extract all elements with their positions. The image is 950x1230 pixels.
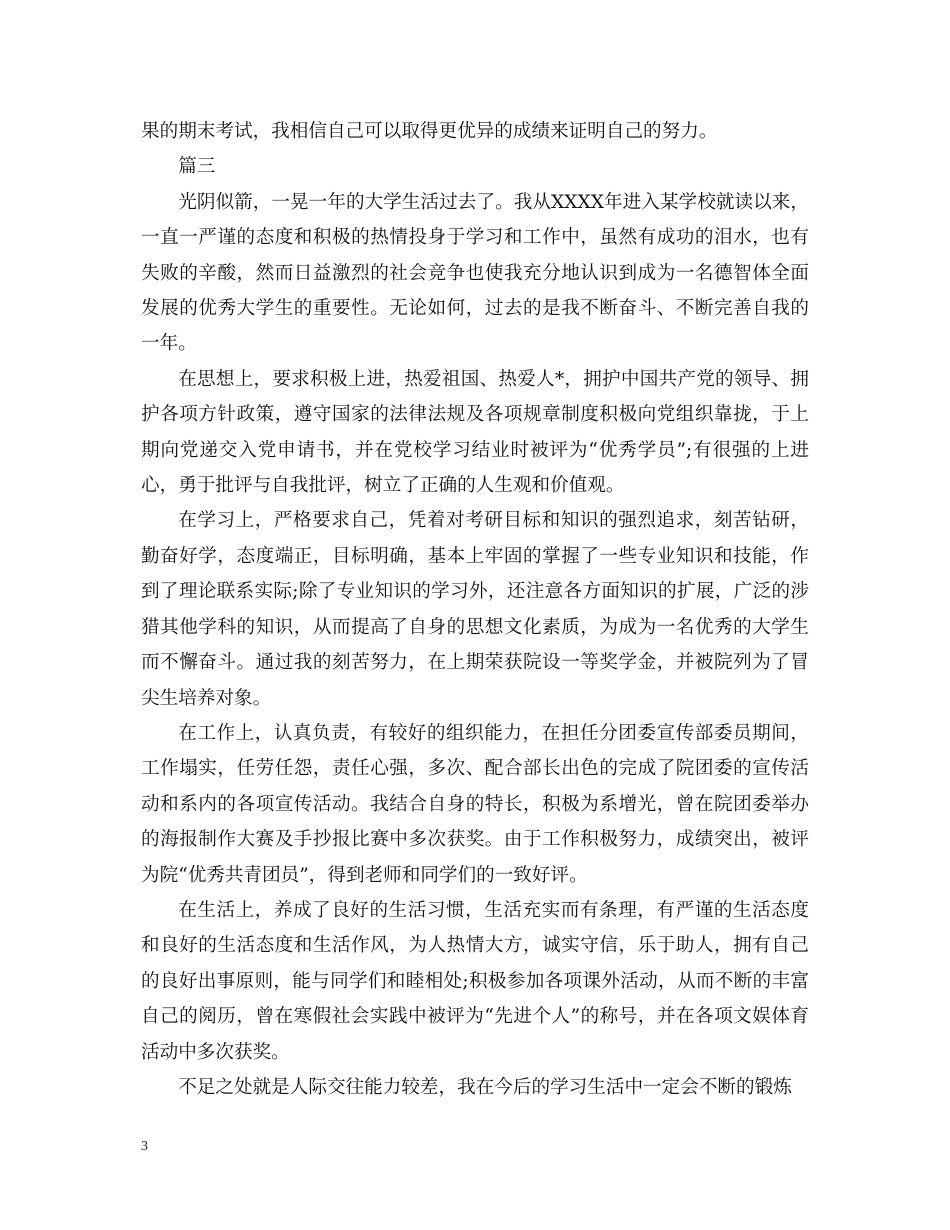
paragraph-shortcomings: 不足之处就是人际交往能力较差，我在今后的学习生活中一定会不断的锻炼: [178, 1076, 792, 1098]
document-body: [141, 114, 809, 1105]
section-heading: 篇三: [178, 156, 216, 178]
paragraph-continuation: 果的期末考试，我相信自己可以取得更优异的成绩来证明自己的努力。: [141, 121, 718, 142]
paragraph-work: 在工作上，认真负责，有较好的组织能力，在担任分团委宣传部委员期间，工作塌实，任劳任怨，责任心强，多次、配合部长出色的完成了院团委的宣传活动和系内的各项宣传活动。我结合自身的特长，积极为系增光，曾在院团委举办的海报制作大赛及手抄报比赛中多次获奖。由于工作积极努力，成绩突出，被评为院“优秀共青团员”，得到老师和同学们的一致好评。: [141, 722, 809, 886]
paragraph-thought: 在思想上，要求积极上进，热爱祖国、热爱人*，拥护中国共产党的领导、拥护各项方针政策，遵守国家的法律法规及各项规章制度积极向党组织靠拢，于上期向党递交入党申请书，并在党校学习结业时被评为“优秀学员”;有很强的上进心，勇于批评与自我批评，树立了正确的人生观和价值观。: [141, 368, 809, 497]
paragraph-intro: 光阴似箭，一晃一年的大学生活过去了。我从XXXX年进入某学校就读以来，一直一严谨的态度和积极的热情投身于学习和工作中，虽然有成功的泪水，也有失败的辛酸，然而日益激烈的社会竞争也使我充分地认识到成为一名德智体全面发展的优秀大学生的重要性。无论如何，过去的是我不断奋斗、不断完善自我的一年。: [141, 191, 809, 355]
page-number: 3: [141, 1139, 148, 1154]
paragraph-life: 在生活上，养成了良好的生活习惯，生活充实而有条理，有严谨的生活态度和良好的生活态度和生活作风，为人热情大方，诚实守信，乐于助人，拥有自己的良好出事原则，能与同学们和睦相处;积极参加各项课外活动，从而不断的丰富自己的阅历，曾在寒假社会实践中被评为“先进个人”的称号，并在各项文娱体育活动中多次获奖。: [141, 899, 809, 1063]
paragraph-study: 在学习上，严格要求自己，凭着对考研目标和知识的强烈追求，刻苦钻研，勤奋好学，态度端正，目标明确，基本上牢固的掌握了一些专业知识和技能，作到了理论联系实际;除了专业知识的学习外，还注意各方面知识的扩展，广泛的涉猎其他学科的知识，从而提高了自身的思想文化素质，为成为一名优秀的大学生而不懈奋斗。通过我的刻苦努力，在上期荣获院设一等奖学金，并被院列为了冒尖生培养对象。: [141, 510, 809, 709]
